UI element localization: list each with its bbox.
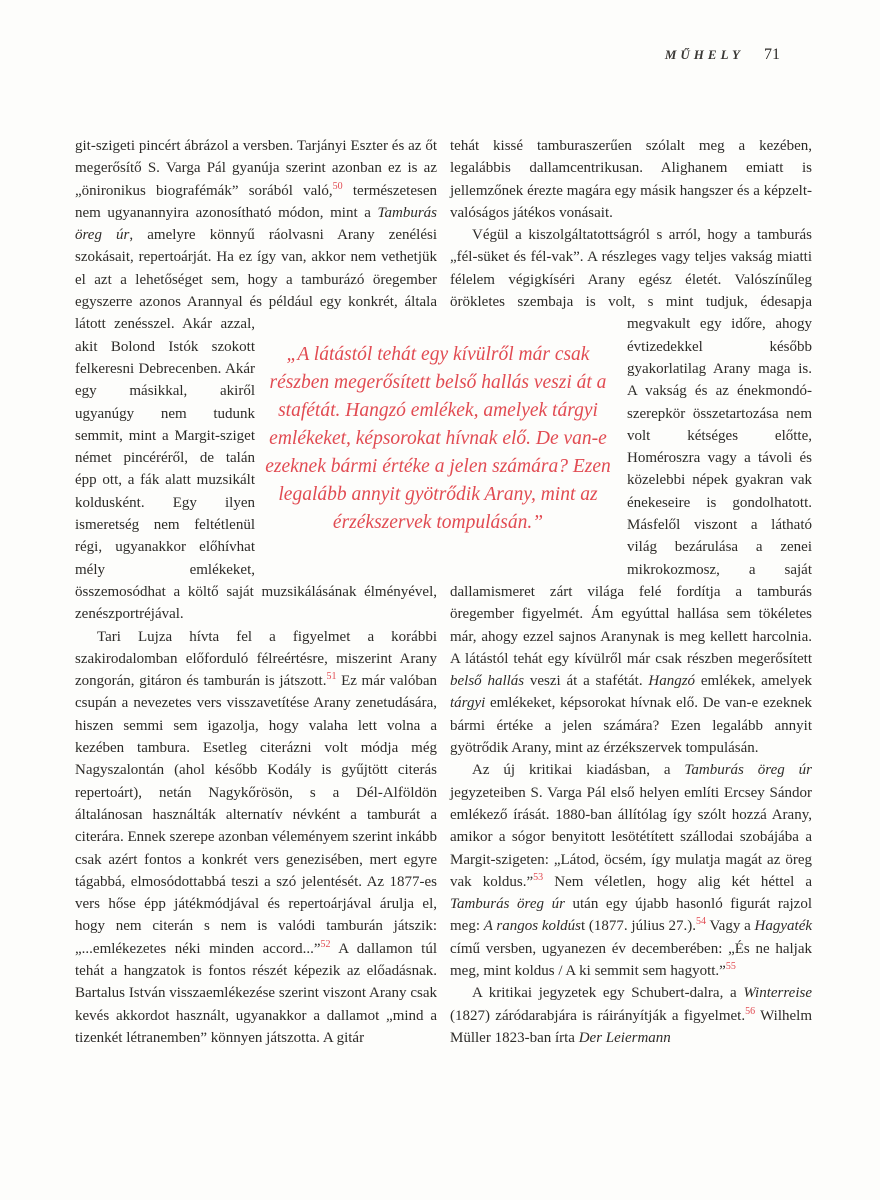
paragraph: Tari Lujza hívta fel a figyelmet a korábbi szakirodalomban előforduló félreértésre, miszerint Arany zongorán, gitáron és tamburán is játszott.$^{51}$ Ez már valóban csupán a nevezetes vers visszavetítése Arany zenetudására, hiszen semmi sem igazolja, hogy valaha lett volna a kezében tambura. Esetleg citerázni volt módja még Nagyszalontán (ahol később Kodály is gyűjtött citerás repertoárt), netán Nagykőrösön, s a Dél-Alföldön általánosan használták alternatív névként a tamburát a citerára. Ennek szerepe azonban véleményem szerint inkább csak azért fontos a konkrét vers genezisében, mert egyre tágabbá, elmosódottabbá teszi a szó jelentését. Az 1877-es vers hőse épp játékmódjával és repertoárjával árulja el, hogy nem citerán s nem is valódi tamburán játszik: „...emlékezetes néki minden accord...”$^{52}$ A dallamon túl tehát a hangzatok is fontos részét képezik az előadásnak. Bartalus István visszaemlékezése szerint viszont Arany csak kevés akkordot használt, ugyanakkor a dallamot „mind a tizenkét létranemben” könnyen játszotta. A gitár (75, 628, 437, 1046)
paragraph: A kritikai jegyzetek egy Schubert-dalra, a Winterreise (1827) záródarabjára is ráirányítják a figyelmet.$^{56}$ Wilhelm Müller 1823-ban írta Der Leiermann (450, 985, 812, 1046)
page-number: 71 (764, 46, 780, 63)
section-label: MŰHELY (664, 47, 744, 62)
paragraph: git-szigeti pincért ábrázol a versben. Tarjányi Eszter és az őt megerősítő S. Varga Pál gyanúja szerint azonban ez is az „önironikus biografémák” sorából való,$^{50}$ természetesen nem ugyanannyira azonosítható módon, mint a Tamburás öreg úr, amelyre könnyű ráolvasni Arany zenélési szokásait, repertoárját. Ha ez így van, akkor nem vethetjük el azt a lehetőséget sem, hogy a tamburázó öregember egyszerre azonos Arannyal és például egy konkrét, általa látott zenésszel. Akár azzal, akit Bolond Istók szokott felkeresni Debrecenben. Akár egy másikkal, akiről ugyanúgy nem tudunk semmit, mint a Margit-sziget német pincéréről, de talán épp ott, a fák alatt muzsikált koldusként. Egy ilyen ismeretség nem feltétlenül régi, ugyanakkor előhívhat mély emlékeket, összemosódhat a költő saját muzsikálásának élményével, zenészportréjával. (75, 138, 438, 623)
paragraph: tehát kissé tamburaszerűen szólalt meg a kezében, legalábbis dallamcentrikusan. Alighanem emiatt is jellemzőnek érezte magára egy másik hangszer és a képzelt-valóságos játékos vonásait. (450, 138, 812, 221)
left-column (75, 135, 437, 1049)
pull-quote: „A látástól tehát egy kívülről már csak részben megerősített belső hallás veszi át a stafétát. Hangzó emlékek, amelyek tárgyi emlékeket, képsorokat hívnak elő. De van-e ezeknek bármi értéke a jelen számára? Ezen legalább annyit gyötrődik Arany, mint az érzékszervek tompulásán.” (265, 344, 611, 533)
paragraph: Az új kritikai kiadásban, a Tamburás öreg úr jegyzeteiben S. Varga Pál első helyen említi Ercsey Sándor emlékező írását. 1880-ban állítólag így szólt hozzá Arany, amikor a sógor benyitott lesötétített szállodai szobájába a Margit-szigeten: „Látod, öcsém, így mulatja magát az öreg vak koldus.”$^{53}$ Nem véletlen, hogy alig két héttel a Tamburás öreg úr után egy újabb hasonló figurát rajzol meg: A rangos koldúst (1877. július 27.).$^{54}$ Vagy a Hagyaték című versben, ugyanezen év decemberében: „És ne haljak meg, mint koldus / A ki semmit sem hagyott.”$^{55}$ (450, 762, 813, 979)
running-header (665, 46, 780, 64)
paragraph: Végül a kiszolgáltatottságról s arról, hogy a tamburás „fél-süket és fél-vak”. A részleges vagy teljes vakság miatti félelem végigkíséri Arany egész életét. Valószínűleg örökletes szembaja is volt, s mint tudjuk, édesapja megvakult egy időre, ahogy évtizedekkel később gyakorlatilag Arany maga is. A vakság és az énekmondó-szerepkör összetartozása nem volt kétséges előtte, Homéroszra vagy a távoli és közelebbi népek gyakran vak énekeseire is gondolhatott. Másfelől viszont a látható világ bezárulása a zenei mikrokozmosz, a saját dallamismeret zárt világa felé fordítja a tamburás öregember figyelmét. Ám egyúttal hallása sem tökéletes már, ahogy ezzel sajnos Aranynak is meg kellett harcolnia. A látástól tehát egy kívülről már csak részben megerősített belső hallás veszi át a stafétát. Hangzó emlékek, amelyek tárgyi emlékeket, képsorokat hívnak elő. De van-e ezeknek bármi értéke a jelen számára? Ezen legalább annyit gyötrődik Arany, mint az érzékszervek tompulásán. (450, 227, 812, 757)
right-column (450, 135, 812, 1049)
text-columns (75, 135, 812, 1049)
